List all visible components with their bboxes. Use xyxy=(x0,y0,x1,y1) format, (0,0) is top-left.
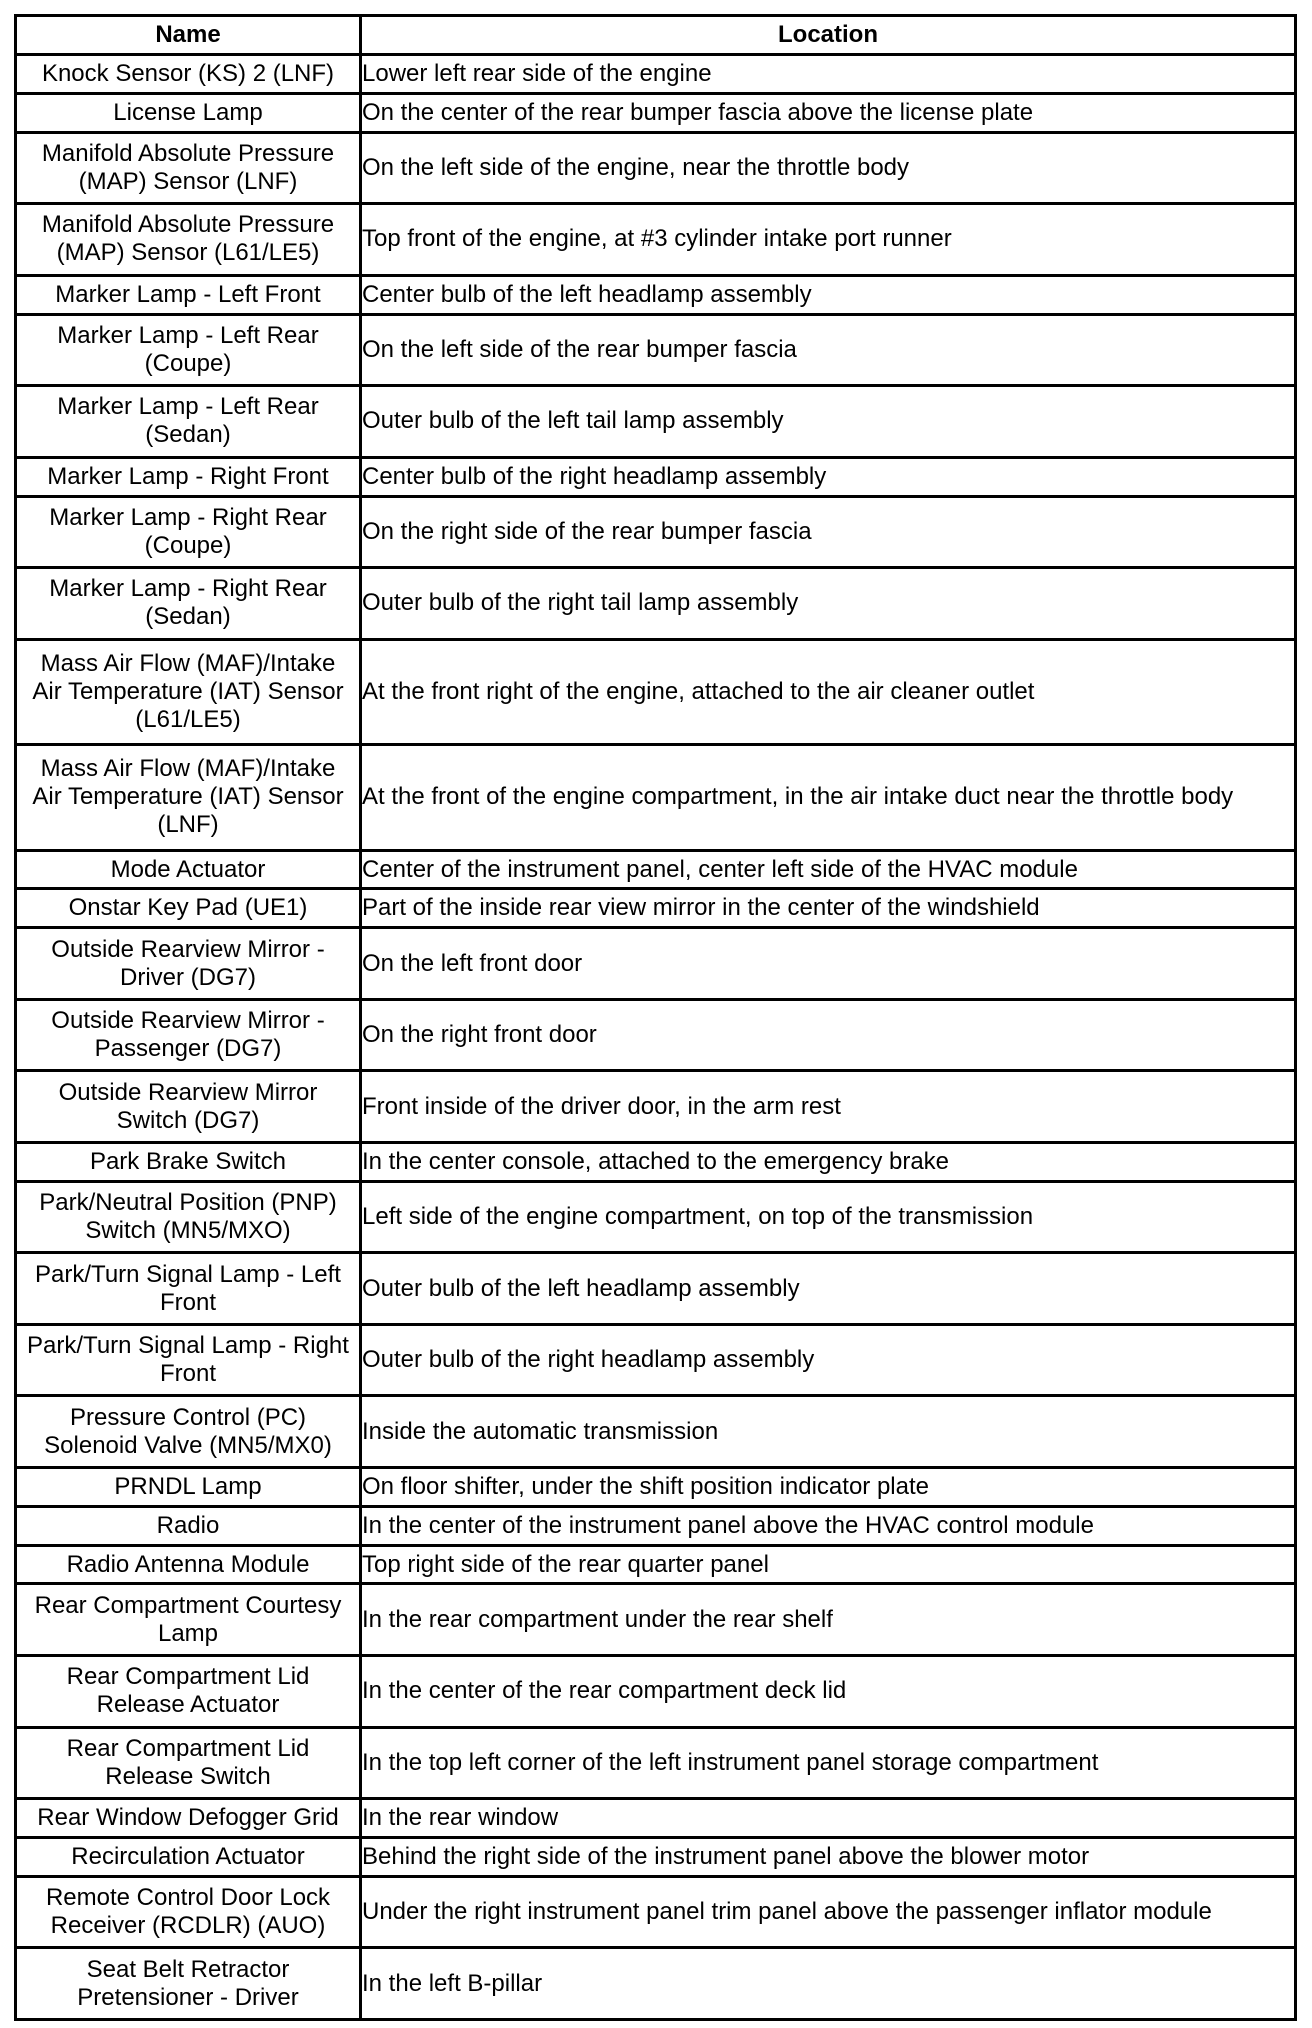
table-row xyxy=(16,568,1296,640)
component-name-cell: Manifold Absolute Pressure (MAP) Sensor (L61/LE5) xyxy=(16,204,361,276)
component-location-cell: Outer bulb of the right headlamp assembly xyxy=(361,1324,1296,1396)
column-header-location: Location xyxy=(361,16,1296,55)
component-location-cell: Inside the automatic transmission xyxy=(361,1396,1296,1468)
component-name-cell: Remote Control Door Lock Receiver (RCDLR) (AUO) xyxy=(16,1876,361,1948)
table-row xyxy=(16,850,1296,889)
table-row xyxy=(16,1468,1296,1507)
table-row xyxy=(16,1071,1296,1143)
component-location-cell: At the front of the engine compartment, in the air intake duct near the throttle body xyxy=(361,745,1296,851)
component-location-cell: In the rear window xyxy=(361,1799,1296,1838)
table-body xyxy=(16,55,1296,2020)
component-name-cell: License Lamp xyxy=(16,93,361,132)
component-name-cell: Rear Compartment Courtesy Lamp xyxy=(16,1584,361,1656)
component-name-cell: Knock Sensor (KS) 2 (LNF) xyxy=(16,55,361,94)
component-location-cell: In the rear compartment under the rear shelf xyxy=(361,1584,1296,1656)
component-name-cell: Seat Belt Retractor Pretensioner - Driver xyxy=(16,1948,361,2020)
component-location-cell: In the left B-pillar xyxy=(361,1948,1296,2020)
table-row xyxy=(16,1727,1296,1799)
component-location-cell: On the left front door xyxy=(361,928,1296,1000)
table-row xyxy=(16,1799,1296,1838)
table-row xyxy=(16,1181,1296,1253)
table-row xyxy=(16,1506,1296,1545)
table-row xyxy=(16,639,1296,745)
table-row xyxy=(16,457,1296,496)
table-row xyxy=(16,386,1296,458)
component-name-cell: Marker Lamp - Left Rear (Sedan) xyxy=(16,386,361,458)
component-location-cell: Outer bulb of the left headlamp assembly xyxy=(361,1253,1296,1325)
table-row xyxy=(16,132,1296,204)
component-location-cell: Outer bulb of the left tail lamp assembly xyxy=(361,386,1296,458)
component-name-cell: Park/Neutral Position (PNP) Switch (MN5/MXO) xyxy=(16,1181,361,1253)
component-location-cell: At the front right of the engine, attached to the air cleaner outlet xyxy=(361,639,1296,745)
table-row xyxy=(16,889,1296,928)
component-location-cell: Front inside of the driver door, in the arm rest xyxy=(361,1071,1296,1143)
table-row xyxy=(16,314,1296,386)
table-row xyxy=(16,93,1296,132)
component-name-cell: Onstar Key Pad (UE1) xyxy=(16,889,361,928)
component-location-cell: Behind the right side of the instrument panel above the blower motor xyxy=(361,1837,1296,1876)
component-name-cell: Mass Air Flow (MAF)/Intake Air Temperature (IAT) Sensor (L61/LE5) xyxy=(16,639,361,745)
table-row xyxy=(16,1876,1296,1948)
component-location-cell: On floor shifter, under the shift position indicator plate xyxy=(361,1468,1296,1507)
component-location-cell: On the left side of the rear bumper fascia xyxy=(361,314,1296,386)
component-name-cell: Park Brake Switch xyxy=(16,1142,361,1181)
table-row xyxy=(16,1324,1296,1396)
table-row xyxy=(16,496,1296,568)
component-name-cell: Park/Turn Signal Lamp - Left Front xyxy=(16,1253,361,1325)
component-name-cell: Marker Lamp - Left Rear (Coupe) xyxy=(16,314,361,386)
component-name-cell: PRNDL Lamp xyxy=(16,1468,361,1507)
table-row xyxy=(16,1142,1296,1181)
component-location-cell: Lower left rear side of the engine xyxy=(361,55,1296,94)
table-row xyxy=(16,999,1296,1071)
component-name-cell: Outside Rearview Mirror - Passenger (DG7) xyxy=(16,999,361,1071)
table-row xyxy=(16,1656,1296,1728)
component-name-cell: Marker Lamp - Right Rear (Coupe) xyxy=(16,496,361,568)
component-name-cell: Radio xyxy=(16,1506,361,1545)
component-location-cell: Under the right instrument panel trim panel above the passenger inflator module xyxy=(361,1876,1296,1948)
table-row xyxy=(16,1253,1296,1325)
component-location-cell: In the center console, attached to the emergency brake xyxy=(361,1142,1296,1181)
component-location-cell: In the center of the rear compartment deck lid xyxy=(361,1656,1296,1728)
component-location-cell: On the left side of the engine, near the throttle body xyxy=(361,132,1296,204)
component-name-cell: Mode Actuator xyxy=(16,850,361,889)
table-row xyxy=(16,928,1296,1000)
component-location-table xyxy=(14,14,1297,2021)
table-row xyxy=(16,1545,1296,1584)
component-location-cell: On the right front door xyxy=(361,999,1296,1071)
component-name-cell: Marker Lamp - Left Front xyxy=(16,275,361,314)
table-row xyxy=(16,204,1296,276)
table-row xyxy=(16,1396,1296,1468)
column-header-name: Name xyxy=(16,16,361,55)
component-name-cell: Recirculation Actuator xyxy=(16,1837,361,1876)
table-row xyxy=(16,55,1296,94)
component-location-cell: On the center of the rear bumper fascia above the license plate xyxy=(361,93,1296,132)
component-location-cell: On the right side of the rear bumper fascia xyxy=(361,496,1296,568)
table-row xyxy=(16,275,1296,314)
component-location-cell: Top right side of the rear quarter panel xyxy=(361,1545,1296,1584)
table-row xyxy=(16,745,1296,851)
component-name-cell: Rear Window Defogger Grid xyxy=(16,1799,361,1838)
component-location-cell: In the top left corner of the left instrument panel storage compartment xyxy=(361,1727,1296,1799)
component-name-cell: Outside Rearview Mirror - Driver (DG7) xyxy=(16,928,361,1000)
component-name-cell: Manifold Absolute Pressure (MAP) Sensor (LNF) xyxy=(16,132,361,204)
component-location-cell: Left side of the engine compartment, on top of the transmission xyxy=(361,1181,1296,1253)
component-name-cell: Park/Turn Signal Lamp - Right Front xyxy=(16,1324,361,1396)
table-row xyxy=(16,1948,1296,2020)
component-location-cell: Center bulb of the left headlamp assembly xyxy=(361,275,1296,314)
table-header-row xyxy=(16,16,1296,55)
component-name-cell: Marker Lamp - Right Front xyxy=(16,457,361,496)
component-name-cell: Pressure Control (PC) Solenoid Valve (MN5/MX0) xyxy=(16,1396,361,1468)
table-row xyxy=(16,1584,1296,1656)
component-name-cell: Rear Compartment Lid Release Actuator xyxy=(16,1656,361,1728)
component-location-cell: In the center of the instrument panel above the HVAC control module xyxy=(361,1506,1296,1545)
table-row xyxy=(16,1837,1296,1876)
component-location-cell: Outer bulb of the right tail lamp assembly xyxy=(361,568,1296,640)
component-location-cell: Center bulb of the right headlamp assembly xyxy=(361,457,1296,496)
component-location-cell: Center of the instrument panel, center left side of the HVAC module xyxy=(361,850,1296,889)
component-name-cell: Radio Antenna Module xyxy=(16,1545,361,1584)
component-name-cell: Rear Compartment Lid Release Switch xyxy=(16,1727,361,1799)
component-location-cell: Top front of the engine, at #3 cylinder intake port runner xyxy=(361,204,1296,276)
component-name-cell: Mass Air Flow (MAF)/Intake Air Temperature (IAT) Sensor (LNF) xyxy=(16,745,361,851)
component-name-cell: Outside Rearview Mirror Switch (DG7) xyxy=(16,1071,361,1143)
component-name-cell: Marker Lamp - Right Rear (Sedan) xyxy=(16,568,361,640)
component-location-sheet xyxy=(14,14,1294,2021)
component-location-cell: Part of the inside rear view mirror in the center of the windshield xyxy=(361,889,1296,928)
